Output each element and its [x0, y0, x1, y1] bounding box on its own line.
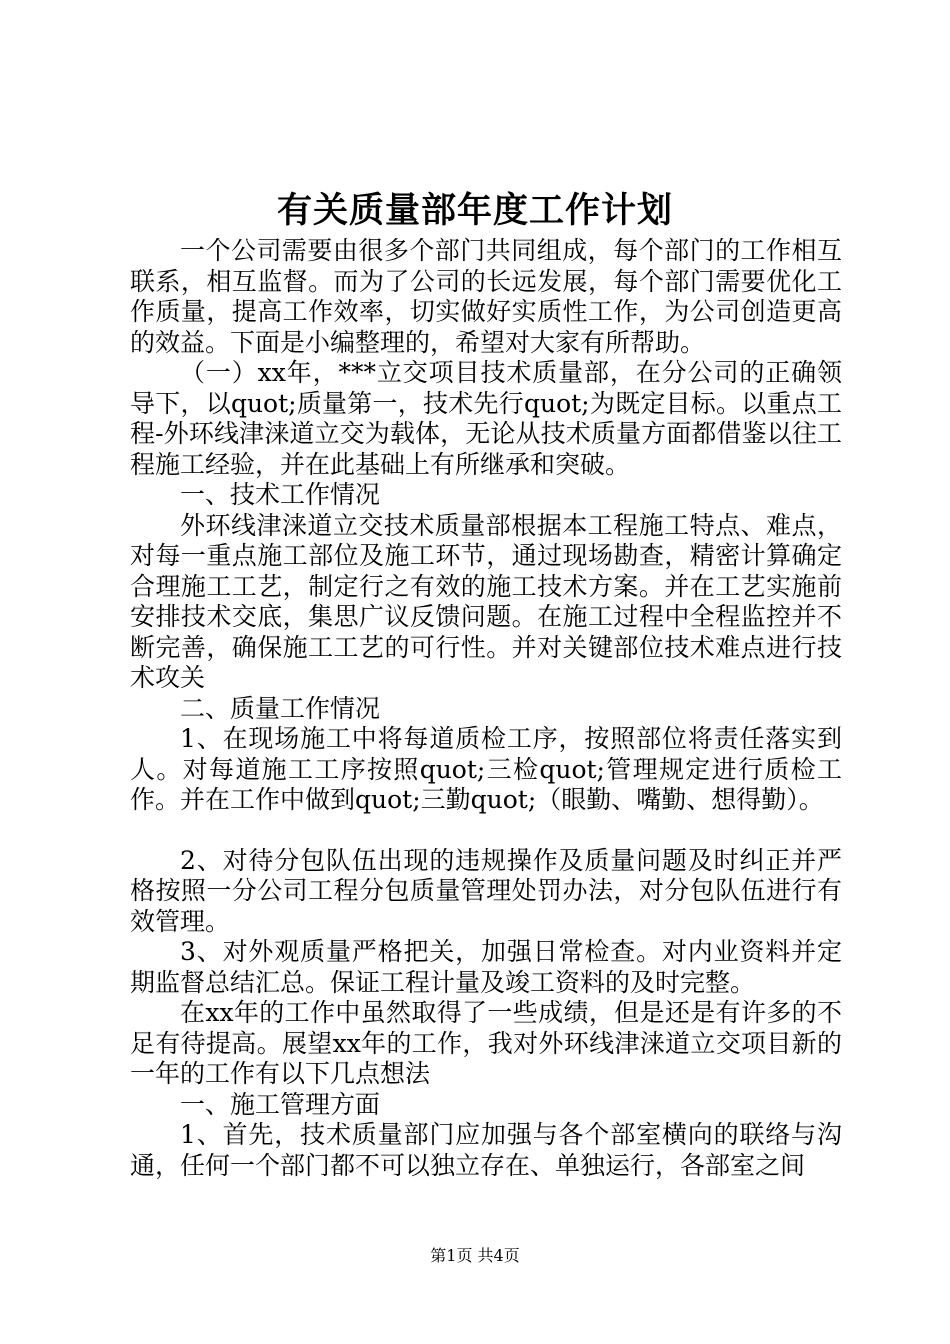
paragraph-quality-item-1: 1、在现场施工中将每道质检工序，按照部位将责任落实到人。对每道施工工序按照quot;三检quot;管理规定进行质检工作。并在工作中做到quot;三勤quot;（眼勤、嘴勤、想得勤）。: [130, 724, 842, 814]
document-title: 有关质量部年度工作计划: [276, 190, 673, 231]
paragraph-intro: 一个公司需要由很多个部门共同组成，每个部门的工作相互联系，相互监督。而为了公司的长远发展，每个部门需要优化工作质量，提高工作效率，切实做好实质性工作，为公司创造更高的效益。下面是小编整理的，希望对大家有所帮助。: [130, 236, 842, 357]
paragraph-quality-item-2: 2、对待分包队伍出现的违规操作及质量问题及时纠正并严格按照一分公司工程分包质量管理处罚办法，对分包队伍进行有效管理。: [130, 845, 842, 936]
heading-quality-work: 二、质量工作情况: [180, 693, 381, 723]
heading-technical-work: 一、技术工作情况: [180, 480, 381, 509]
paragraph-management-item-1: 1、首先，技术质量部门应加强与各个部室横向的联络与沟通，任何一个部门都不可以独立存在、单独运行，各部室之间: [130, 1120, 842, 1180]
heading-construction-management: 一、施工管理方面: [180, 1089, 381, 1119]
page-number-footer: 第1页 共4页: [430, 1246, 520, 1265]
paragraph-overview: （一）xx年，***立交项目技术质量部，在分公司的正确领导下，以quot;质量第一，技术先行quot;为既定目标。以重点工程-外环线津涞道立交为载体，无论从技术质量方面都借鉴以往工程施工经验，并在此基础上有所继承和突破。: [130, 358, 842, 479]
document-body: [130, 236, 842, 1181]
paragraph-outlook: 在xx年的工作中虽然取得了一些成绩，但是还是有许多的不足有待提高。展望xx年的工作，我对外环线津涞道立交项目新的一年的工作有以下几点想法: [130, 998, 842, 1088]
paragraph-technical-work: 外环线津涞道立交技术质量部根据本工程施工特点、难点，对每一重点施工部位及施工环节，通过现场勘查，精密计算确定合理施工工艺，制定行之有效的施工技术方案。并在工艺实施前安排技术交底，集思广议反馈问题。在施工过程中全程监控并不断完善，确保施工工艺的可行性。并对关键部位技术难点进行技术攻关: [130, 510, 842, 692]
paragraph-quality-item-3: 3、对外观质量严格把关，加强日常检查。对内业资料并定期监督总结汇总。保证工程计量及竣工资料的及时完整。: [130, 937, 842, 997]
